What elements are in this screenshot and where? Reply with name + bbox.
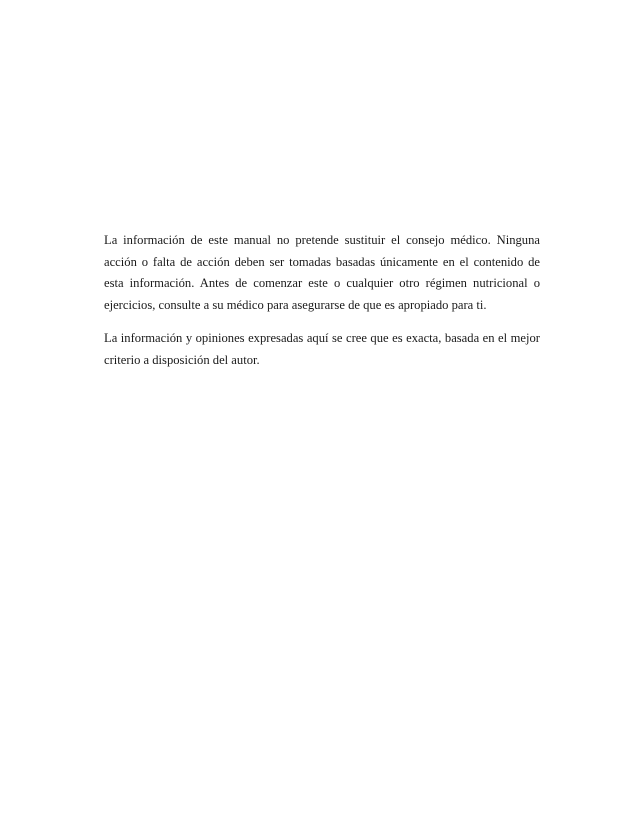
disclaimer-paragraph-medical: La información de este manual no pretende sustituir el consejo médico. Ninguna acción o falta de acción deben ser tomadas basadas únicamente en el contenido de esta información. Antes de comenzar este o cualquier otro régimen nutricional o ejercicios, consulte a su médico para asegurarse de que es apropiado para ti. [104, 233, 540, 312]
disclaimer-paragraph-accuracy: La información y opiniones expresadas aquí se cree que es exacta, basada en el mejor criterio a disposición del autor. [104, 331, 540, 367]
disclaimer-block [104, 230, 540, 383]
